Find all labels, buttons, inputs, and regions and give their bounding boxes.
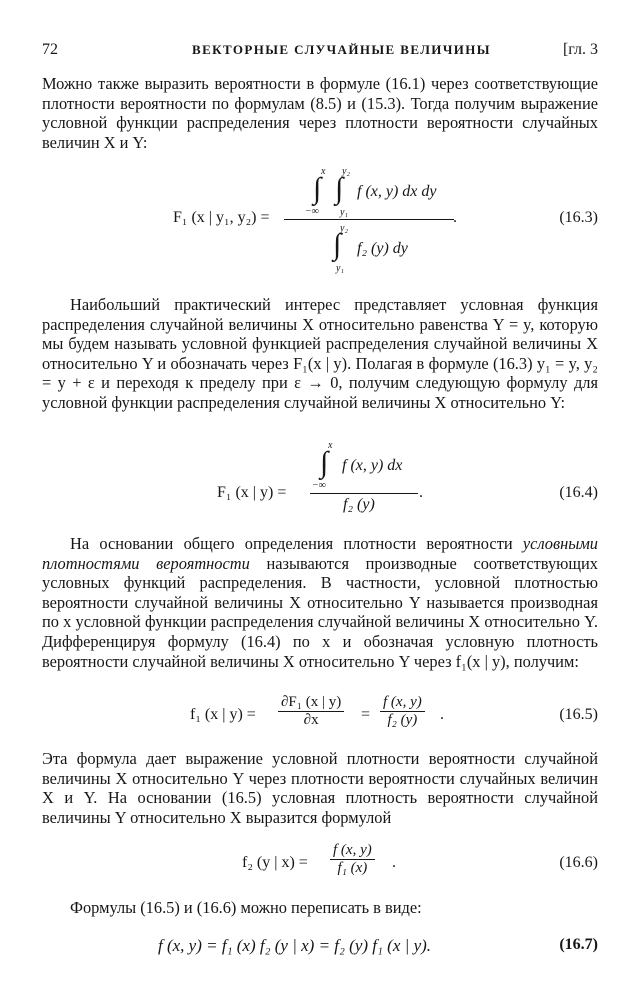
equation-16-4 xyxy=(0,440,640,520)
fraction-bar xyxy=(310,493,418,494)
chapter-marker: [гл. 3 xyxy=(562,41,598,58)
eq167-body: f (x, y) = f₁ (x) f₂ (y | x) = f₂ (y) f₁ (x | y). xyxy=(158,936,432,955)
eq166-fraction xyxy=(330,842,375,877)
paragraph-3 xyxy=(42,534,598,671)
eq164-lim-minf: −∞ xyxy=(312,480,326,491)
eq165-fraction-1 xyxy=(278,694,344,729)
eq164-lhs: F₁ (x | y) = xyxy=(217,484,287,501)
paragraph-4: Эта формула дает выражение условной плотности вероятности случайной величины X относительно Y через плотности вероятности случайных величин X и Y. На основании (16.5) условная плотность вероятности случайной величины Y относительно X выразится формулой xyxy=(42,749,598,827)
period: . xyxy=(440,706,444,723)
eq166-denominator: f₁ (x) xyxy=(330,859,375,877)
eq165-frac1-denominator: ∂x xyxy=(278,711,344,729)
integral-sign: ∫ xyxy=(333,228,342,261)
equation-label: (16.4) xyxy=(559,484,598,501)
running-header xyxy=(42,41,598,63)
page-number: 72 xyxy=(42,41,58,58)
eq165-frac1-numerator: ∂F₁ (x | y) xyxy=(281,694,342,710)
eq165-equals: = xyxy=(361,706,371,723)
equation-label: (16.3) xyxy=(559,209,598,226)
period: . xyxy=(453,209,457,226)
eq163-lim-minf: −∞ xyxy=(305,206,319,217)
eq163-lim-y1-top: y₁ xyxy=(340,207,348,218)
eq163-lim-y2-bot: y₂ xyxy=(340,223,348,234)
eq164-lim-x: x xyxy=(328,440,333,451)
eq165-fraction-2 xyxy=(380,694,425,729)
equation-16-5 xyxy=(0,694,640,740)
integral-sign: ∫ xyxy=(335,172,344,205)
eq165-frac2-denominator: f₂ (y) xyxy=(380,711,425,729)
eq163-lhs: F₁ (x | y₁, y₂) = xyxy=(173,209,270,226)
period: . xyxy=(392,854,396,871)
eq163-lim-x: x xyxy=(321,166,326,177)
fraction-bar xyxy=(284,219,454,220)
running-title: ВЕКТОРНЫЕ СЛУЧАЙНЫЕ ВЕЛИЧИНЫ xyxy=(192,42,491,57)
equation-label: (16.7) xyxy=(559,936,598,953)
eq166-lhs: f₂ (y | x) = xyxy=(242,854,308,871)
period: . xyxy=(419,484,423,501)
eq163-numerator: f (x, y) dx dy xyxy=(357,183,437,200)
integral-sign: ∫ xyxy=(313,172,322,205)
eq164-numerator: f (x, y) dx xyxy=(342,457,403,474)
eq163-denominator: f₂ (y) dy xyxy=(357,240,408,257)
equation-label: (16.5) xyxy=(559,706,598,723)
eq164-denominator: f₂ (y) xyxy=(343,496,375,513)
eq165-lhs: f₁ (x | y) = xyxy=(190,706,256,723)
equation-label: (16.6) xyxy=(559,854,598,871)
eq166-numerator: f (x, y) xyxy=(333,842,372,858)
p3-lead: На основании общего определения плотности вероятности xyxy=(70,534,523,553)
eq163-lim-y1-bot: y₁ xyxy=(336,263,344,274)
equation-16-6 xyxy=(0,842,640,888)
equation-16-7 xyxy=(0,934,640,964)
eq163-lim-y2-top: y₂ xyxy=(342,166,350,177)
integral-sign: ∫ xyxy=(320,446,329,479)
equation-16-3 xyxy=(0,166,640,278)
paragraph-5: Формулы (16.5) и (16.6) можно переписать в виде: xyxy=(70,898,422,917)
paragraph-1: Можно также выразить вероятности в формуле (16.1) через соответствующие плотности вероятности по формулам (8.5) и (15.3). Тогда получим выражение условной функции распределения через плотности вероятности случайных величин X и Y: xyxy=(42,74,598,152)
paragraph-2: Наибольший практический интерес представляет условная функция распределения случайной величины X относительно равенства Y = y, которую мы будем называть условной функцией распределения случайной величины X относительно Y и обозначать через F₁(x | y). Полагая в формуле (16.3) y₁ = y, y₂ = y + ε и переходя к пределу при ε → 0, получим следующую формулу для условной функции распределения случайной величины X относительно Y: xyxy=(42,295,598,412)
p3-rest: называются производные соответствующих условных функций распределения. В частности, условной плотностью вероятности случайной величины X относительно Y называется производная по x условной функции распределения случайной величины X относительно Y. Дифференцируя формулу (16.4) по x и обозначая условную плотность вероятности случайной величины X относительно Y через f₁(x | y), получим: xyxy=(42,553,598,671)
p3-emphasis: условными плотностями вероятности xyxy=(42,534,598,573)
eq165-frac2-numerator: f (x, y) xyxy=(383,694,422,710)
